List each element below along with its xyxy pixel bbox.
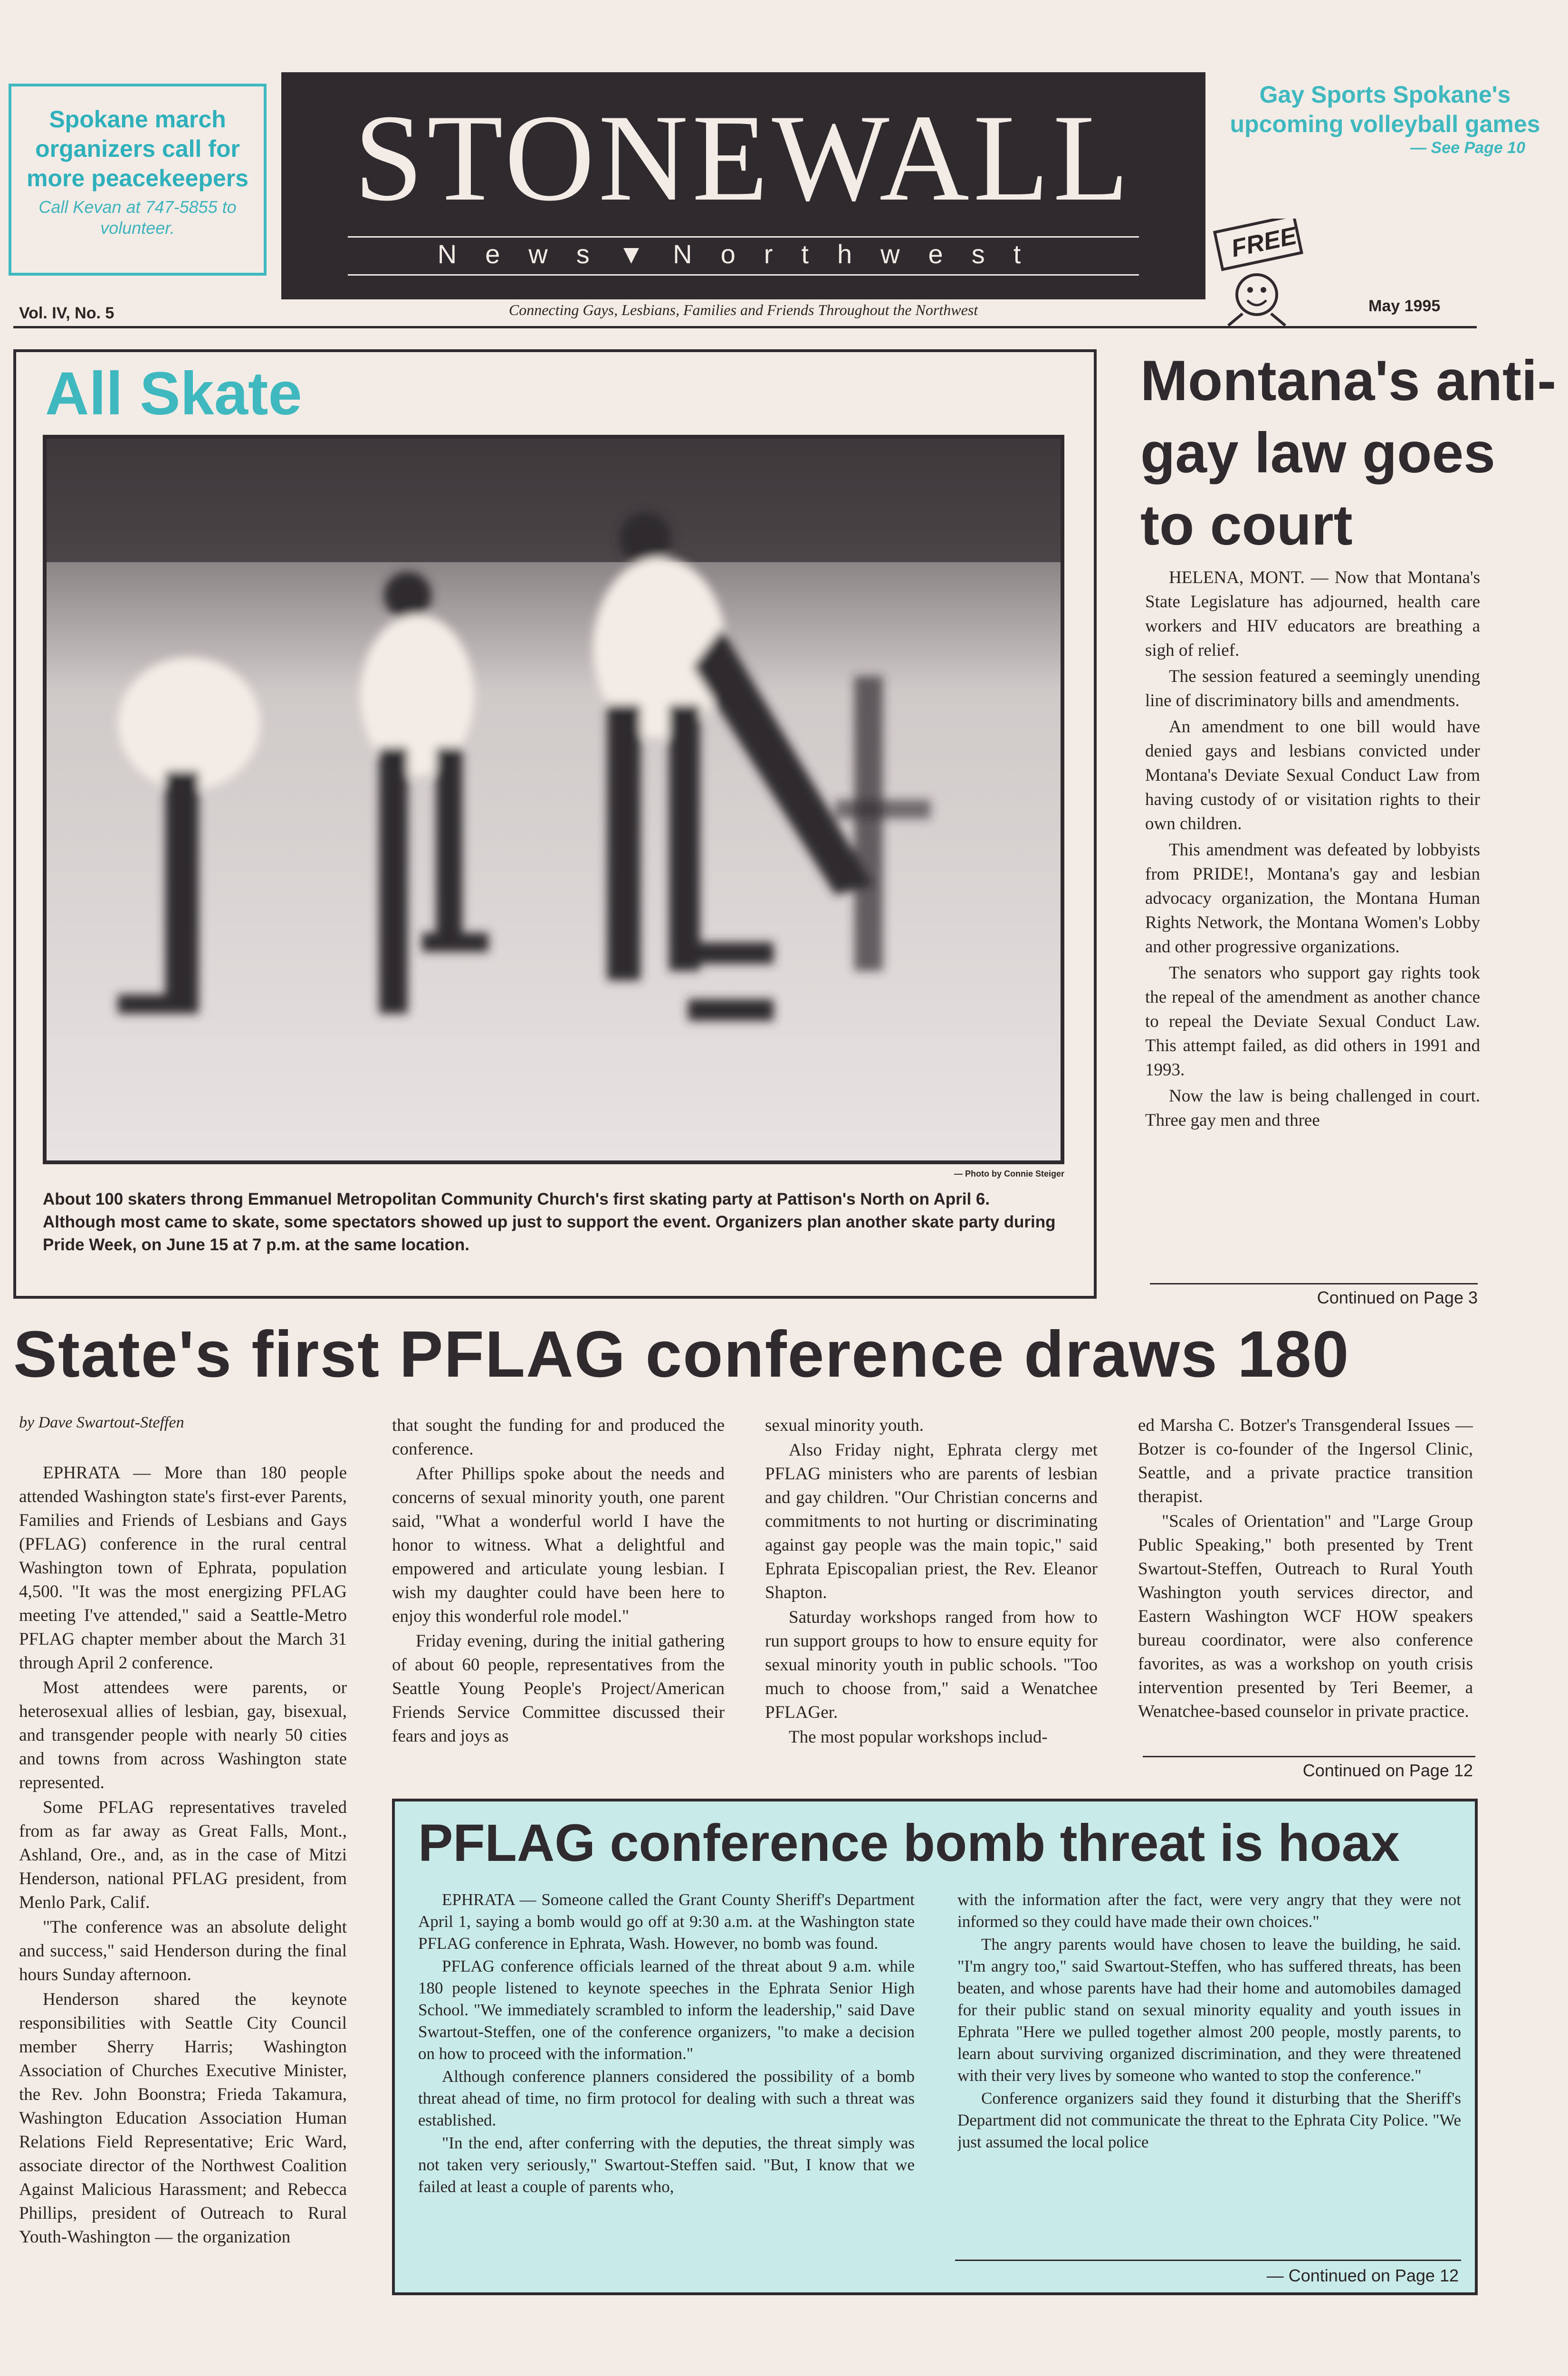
bomb-headline: PFLAG conference bomb threat is hoax (418, 1814, 1400, 1872)
montana-article (1145, 565, 1480, 1250)
pflag-continued-link[interactable]: Continued on Page 12 (1302, 1761, 1473, 1780)
bomb-paragraph: Although conference planners considered the possibility of a bomb threat ahead of time, no firm protocol for dealing with such a threat was established. (418, 2067, 915, 2129)
pflag-column-1 (19, 1461, 347, 2376)
pflag-column-2 (392, 1414, 725, 1784)
photo-caption: About 100 skaters throng Emmanuel Metropolitan Community Church's first skating party at Pattison's North on April 6. Although most came to skate, some spectators showed up just to support the event. Organizers plan another skate party during Pride Week, on June 15 at 7 p.m. at the same location. (43, 1190, 1056, 1254)
volume-number: Vol. IV, No. 5 (19, 304, 115, 322)
pflag-paragraph: sexual minority youth. (765, 1416, 924, 1435)
pflag-paragraph: Friday evening, during the initial gathering of about 60 people, representatives from the Seattle Young People's Project/American Friends Service Committee discussed their fears and joys as (392, 1631, 725, 1746)
right-promo[interactable] (1216, 80, 1554, 157)
pflag-paragraph: After Phillips spoke about the needs and concerns of sexual minority youth, one parent said, "What a wonderful world I have the honor to witness. What a delightful and empowered and articulate young lesbian. I wish my daughter could have been here to enjoy this wonderful role model." (392, 1464, 725, 1626)
pflag-paragraph: that sought the funding for and produced the conference. (392, 1416, 725, 1459)
pflag-paragraph: Most attendees were parents, or heterosexual allies of lesbian, gay, bisexual, and transgender people with nearly 50 cities and towns from across Washington state represented. (19, 1678, 347, 1792)
masthead-rule-top (348, 236, 1139, 238)
pflag-paragraph: EPHRATA — More than 180 people attended Washington state's first-ever Parents, Families and Friends of Lesbians and Gays (PFLAG) conference in the rural central Washington town of Ephrata, population 4,500. "It was the most energizing PFLAG meeting I've attended," said a Seattle-Metro PFLAG chapter member about the March 31 through April 2 conference. (19, 1463, 347, 1673)
pflag-paragraph: "Scales of Orientation" and "Large Group Public Speaking," both presented by Trent Swartout-Steffen, Outreach to Rural Youth Washington youth services director, and Eastern Washington WCF HOW speakers bureau coordinator, were also conference favorites, as was a workshop on youth crisis intervention presented by Teri Beemer, a Wenatchee-based counselor in private practice. (1138, 1512, 1473, 1721)
bomb-paragraph: PFLAG conference officials learned of the threat about 9 a.m. while 180 people listened to keynote speeches in the Ephrata Senior High School. "We immediately scrambled to inform the leadership," said Dave Swartout-Steffen, one of the conference organizers, "to make a decision on how to proceed with the information." (418, 1957, 915, 2063)
bomb-paragraph: "In the end, after conferring with the deputies, the threat simply was not taken very seriously," Swartout-Steffen said. "But, I know that we failed at least a couple of parents who, (418, 2134, 915, 2196)
skaters-photo (43, 435, 1064, 1164)
photo-credit: — Photo by Connie Steiger (954, 1169, 1064, 1178)
bomb-column-2 (957, 1889, 1461, 2222)
bomb-paragraph: Conference organizers said they found it disturbing that the Sheriff's Department did not communicate the threat to the Ephrata City Police. "We just assumed the local police (957, 2089, 1461, 2151)
pflag-paragraph: Henderson shared the keynote responsibilities with Seattle City Council member Sherry Harris; Washington Association of Churches Executive Minister, the Rev. John Boonstra; Frieda Takamura, Washington Education Association Human Relations Field Representative; Eric Ward, associate director of the Northwest Coalition Against Malicious Harassment; and Rebecca Phillips, president of Outreach to Rural Youth-Washington — the organization (19, 1990, 347, 2247)
byline: by Dave Swartout-Steffen (19, 1414, 184, 1431)
pflag-column-4 (1138, 1414, 1473, 1749)
issue-date: May 1995 (1368, 297, 1441, 315)
right-promo-subtext: — See Page 10 (1410, 139, 1525, 157)
montana-rule (1150, 1283, 1478, 1284)
pflag-paragraph: Some PFLAG representatives traveled from as far away as Great Falls, Mont., Ashland, Ore., and, as in the case of Mitzi Henderson, national PFLAG president, from Menlo Park, Calif. (19, 1798, 347, 1912)
pflag-paragraph: "The conference was an absolute delight and success," said Henderson during the final hours Sunday afternoon. (19, 1917, 347, 1984)
right-promo-headline: Gay Sports Spokane's upcoming volleyball games (1230, 81, 1540, 137)
pflag-headline: State's first PFLAG conference draws 180 (13, 1318, 1350, 1391)
skaters-image (47, 439, 1061, 1160)
montana-paragraph: The session featured a seemingly unending line of discriminatory bills and amendments. (1145, 667, 1480, 710)
pflag-column-3 (765, 1414, 1098, 1784)
bomb-paragraph: EPHRATA — Someone called the Grant County Sheriff's Department April 1, saying a bomb would go off at 9:30 a.m. at the Washington state PFLAG conference in Ephrata, Wash. However, no bomb was found. (418, 1890, 915, 1953)
masthead-banner (281, 72, 1205, 299)
left-promo-box[interactable] (9, 84, 267, 276)
bomb-paragraph: The angry parents would have chosen to leave the building, he said. "I'm angry too," said Swartout-Steffen, who has suffered threats, has been beaten, and whose parents have had their home and automobiles damaged for their public stand on sexual minority equality and youth issues in Ephrata "Here we pulled together almost 200 people, mostly parents, to learn about surviving organized discrimination, and they were threatened with their very lives by someone who wanted to stop the conference." (957, 1935, 1461, 2085)
tagline: Connecting Gays, Lesbians, Families and Friends Throughout the Northwest (508, 301, 978, 318)
bomb-column-1 (418, 1889, 915, 2274)
pflag-paragraph: The most popular workshops includ- (789, 1727, 1048, 1747)
montana-paragraph: The senators who support gay rights took the repeal of the amendment as another chance to repeal the Deviate Sexual Conduct Law. This attempt failed, as did others in 1991 and 1993. (1145, 963, 1480, 1080)
left-promo-headline: Spokane march organizers call for more peacekeepers (27, 106, 249, 192)
free-label: FREE (1229, 222, 1299, 263)
newspaper-title: STONEWALL (354, 89, 1133, 227)
masthead-rule-bottom (348, 274, 1139, 276)
masthead-divider (13, 326, 1477, 328)
pflag-paragraph: Also Friday night, Ephrata clergy met PFLAG ministers who are parents of lesbian and gay children. "Our Christian concerns and commitments to not hurting or discriminating against gay people was the main topic," said Ephrata Episcopalian priest, the Rev. Eleanor Shapton. (765, 1440, 1098, 1602)
montana-paragraph: This amendment was defeated by lobbyists from PRIDE!, Montana's gay and lesbian advocacy organization, the Montana Human Rights Network, the Montana Women's Lobby and other progressive organizations. (1145, 840, 1480, 957)
newspaper-subtitle: News▼Northwest (437, 239, 1050, 269)
pflag-paragraph: Saturday workshops ranged from how to run support groups to how to ensure equity for sexual minority youth in public schools. "Too much to choose from," said a Wenatchee PFLAGer. (765, 1608, 1098, 1722)
bomb-continued-link[interactable]: — Continued on Page 12 (1266, 2266, 1459, 2285)
free-badge (1209, 219, 1309, 328)
bomb-rule (955, 2260, 1461, 2261)
skate-headline: All Skate (45, 360, 302, 428)
montana-paragraph: Now the law is being challenged in court. Three gay men and three (1145, 1086, 1480, 1130)
montana-paragraph: HELENA, MONT. — Now that Montana's State Legislature has adjourned, health care workers and HIV educators are breathing a sigh of relief. (1145, 568, 1480, 660)
bomb-paragraph: with the information after the fact, were very angry that they were not informed so they could have made their own choices." (957, 1890, 1461, 1931)
left-promo-subtext: Call Kevan at 747-5855 to volunteer. (38, 197, 237, 238)
montana-paragraph: An amendment to one bill would have denied gays and lesbians convicted under Montana's Deviate Sexual Conduct Law from having custody of or visitation rights to their own children. (1145, 717, 1480, 834)
montana-headline: Montana's anti-gay law goes to court (1140, 349, 1557, 557)
montana-continued-link[interactable]: Continued on Page 3 (1317, 1288, 1478, 1307)
pflag-rule (1143, 1756, 1475, 1757)
pflag-paragraph: ed Marsha C. Botzer's Transgenderal Issues — Botzer is co-founder of the Ingersol Clinic, Seattle, and a private practice transition therapist. (1138, 1416, 1473, 1506)
